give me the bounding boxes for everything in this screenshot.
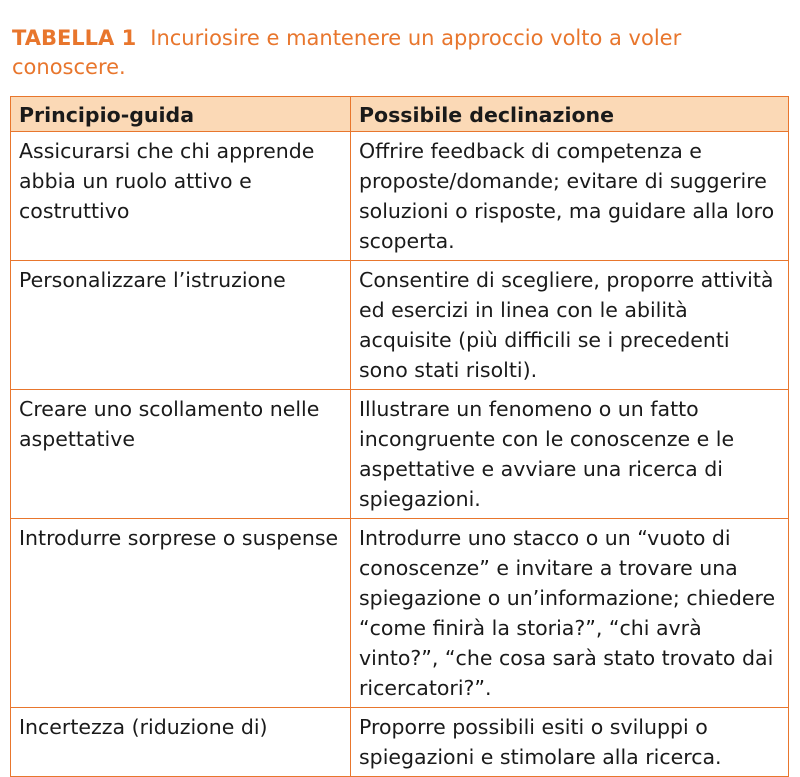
principles-table [10,96,789,777]
table-header-row [11,97,789,132]
cell-principle: Incertezza (riduzione di) [11,708,351,777]
cell-principle: Introdurre sorprese o suspense [11,519,351,708]
table-caption [12,24,772,82]
cell-application: Consentire di scegliere, proporre attività ed esercizi in linea con le abilità acquisite (più difficili se i precedenti sono stati risolti). [351,261,789,390]
cell-principle: Personalizzare l’istruzione [11,261,351,390]
cell-application: Introdurre uno stacco o un “vuoto di conoscenze” e invitare a trovare una spiegazione o un’informazione; chiedere “come finirà la storia?”, “chi avrà vinto?”, “che cosa sarà stato trovato dai ricercatori?”. [351,519,789,708]
table-container [10,96,788,777]
column-header-application: Possibile declinazione [351,97,789,132]
table-row [11,708,789,777]
table-row [11,390,789,519]
table-row [11,261,789,390]
column-header-principle: Principio-guida [11,97,351,132]
cell-principle: Assicurarsi che chi apprende abbia un ruolo attivo e costruttivo [11,132,351,261]
cell-application: Illustrare un fenomeno o un fatto incongruente con le conoscenze e le aspettative e avviare una ricerca di spiegazioni. [351,390,789,519]
cell-principle: Creare uno scollamento nelle aspettative [11,390,351,519]
table-row [11,132,789,261]
table-number: TABELLA 1 [12,26,137,50]
cell-application: Offrire feedback di competenza e proposte/domande; evitare di suggerire soluzioni o risposte, ma guidare alla loro scoperta. [351,132,789,261]
cell-application: Proporre possibili esiti o sviluppi o spiegazioni e stimolare alla ricerca. [351,708,789,777]
table-row [11,519,789,708]
table-title: Incuriosire e mantenere un approccio volto a voler conoscere. [12,26,682,79]
